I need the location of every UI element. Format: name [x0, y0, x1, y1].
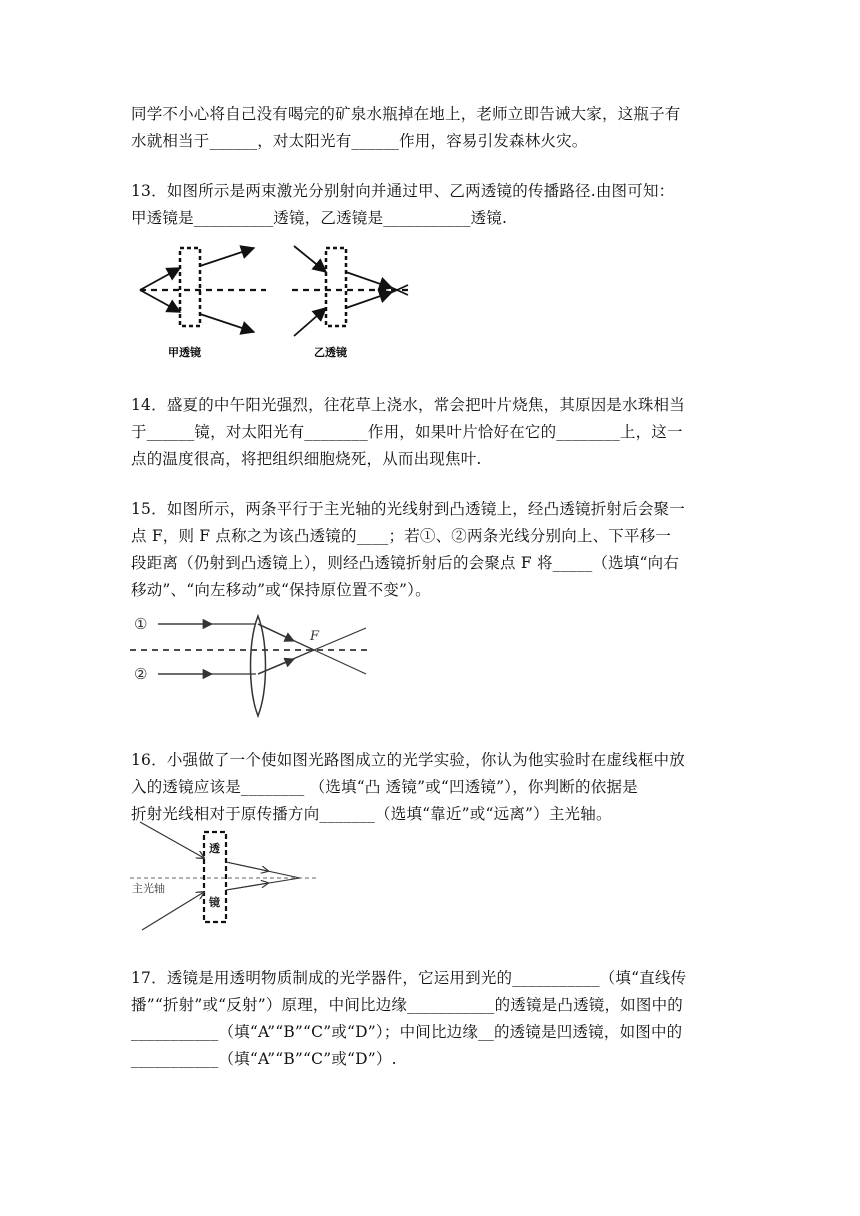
- text-line: 13．如图所示是两束激光分别射向并通过甲、乙两透镜的传播路径.由图可知：: [131, 182, 675, 200]
- question-13: [131, 178, 731, 232]
- figure-16-dashed-lens: [130, 820, 320, 940]
- figure-caption-jia: 甲透镜: [168, 346, 201, 359]
- text-line: 16．小强做了一个使如图光路图成立的光学实验，你认为他实验时在虚线框中放: [131, 751, 685, 769]
- figure-13-lens-diagram: [134, 238, 424, 366]
- axis-label: 主光轴: [132, 882, 165, 895]
- text-line: 水就相当于______，对太阳光有______作用，容易引发森林火灾。: [131, 132, 588, 150]
- text-line: 播”“折射”或“反射”）原理，中间比边缘___________的透镜是凸透镜，如图中的: [131, 996, 683, 1014]
- figure-caption-yi: 乙透镜: [314, 346, 347, 359]
- focus-label: F: [310, 629, 320, 644]
- text-line: 15．如图所示，两条平行于主光轴的光线射到凸透镜上，经凸透镜折射后会聚一: [131, 500, 685, 518]
- text-line: 折射光线相对于原传播方向_______（选填“靠近”或“远离”）主光轴。: [131, 805, 612, 823]
- lens-yi: [292, 246, 408, 336]
- ray-2-label: ②: [134, 665, 148, 683]
- text-line: 点 F，则 F 点称之为该凸透镜的____；若①、②两条光线分别向上、下平移一: [131, 527, 672, 545]
- ray-1-label: ①: [134, 615, 148, 633]
- question-17: [131, 965, 731, 1073]
- text-line: 入的透镜应该是________ （选填“凸 透镜”或“凹透镜”），你判断的依据是: [131, 778, 638, 796]
- text-line: 于______镜，对太阳光有________作用，如果叶片恰好在它的________上，这一: [131, 423, 683, 441]
- intro-paragraph: [131, 101, 731, 155]
- question-15: [131, 496, 731, 604]
- lens-label-top: 透: [209, 842, 220, 855]
- text-line: 点的温度很高，将把组织细胞烧死，从而出现焦叶.: [131, 450, 482, 468]
- question-14: [131, 392, 731, 473]
- text-line: 17．透镜是用透明物质制成的光学器件，它运用到光的___________（填“直线传: [131, 969, 687, 987]
- question-16: [131, 747, 731, 828]
- lens-label-bottom: 镜: [209, 896, 220, 909]
- text-line: ___________（填“A”“B”“C”或“D”）；中间比边缘__的透镜是凹透镜，如图中的: [131, 1023, 683, 1041]
- text-line: ___________（填“A”“B”“C”或“D”）.: [131, 1050, 397, 1068]
- text-line: 段距离（仍射到凸透镜上），则经凸透镜折射后的会聚点 F 将_____（选填“向右: [131, 554, 680, 572]
- text-line: 移动”、“向左移动”或“保持原位置不变”）。: [131, 581, 431, 599]
- text-line: 14．盛夏的中午阳光强烈，往花草上浇水，常会把叶片烧焦，其原因是水珠相当: [131, 396, 685, 414]
- lens-jia: [140, 248, 266, 332]
- text-line: 甲透镜是__________透镜，乙透镜是___________透镜.: [131, 209, 508, 227]
- convex-lens: [251, 616, 266, 716]
- text-line: 同学不小心将自己没有喝完的矿泉水瓶掉在地上，老师立即告诫大家，这瓶子有: [131, 105, 681, 123]
- figure-15-convex-lens: [130, 612, 375, 720]
